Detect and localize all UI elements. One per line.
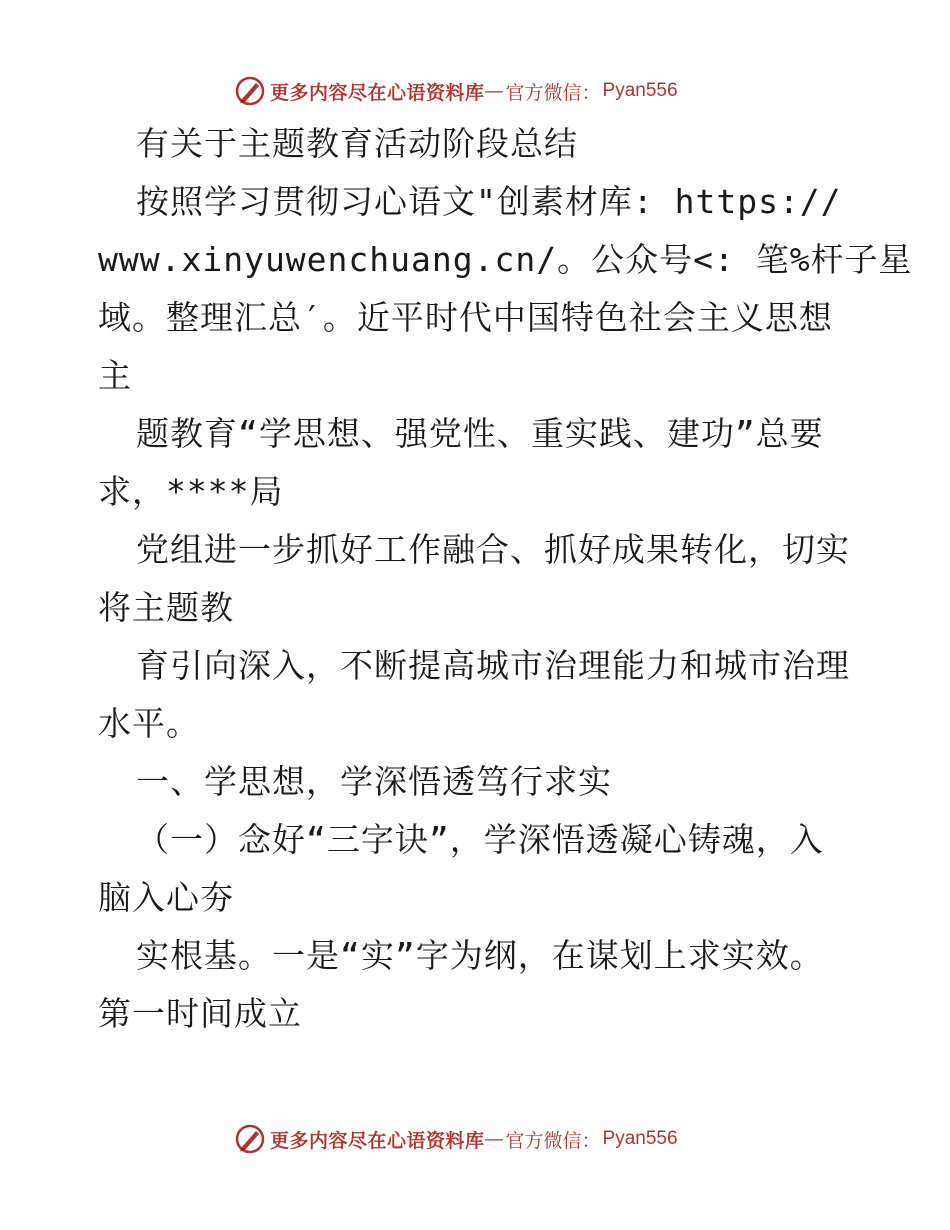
header-banner-separator: —: [484, 80, 504, 102]
paragraph-line: 按照学习贯彻习心语文"创素材库: https://: [136, 182, 842, 221]
document-title: 有关于主题教育活动阶段总结: [136, 124, 578, 163]
paragraph-line: 主: [98, 356, 132, 395]
header-banner-account: Pyan556: [602, 80, 678, 101]
paragraph-line: www.xinyuwenchuang.cn/。公众号<: 笔%杆子星: [98, 240, 913, 279]
pen-logo-icon: [234, 1123, 266, 1155]
paragraph-line: 水平。: [98, 704, 200, 743]
footer-banner-wechat-label: 官方微信：: [505, 1129, 601, 1152]
footer-banner-text: 更多内容尽在心语资料库: [270, 1129, 485, 1152]
paragraph-line: 将主题教: [98, 588, 234, 627]
section-heading: 一、学思想，学深悟透笃行求实: [136, 762, 612, 801]
paragraph-line: 第一时间成立: [98, 994, 302, 1033]
subsection-heading: （一）念好“三字诀”，学深悟透凝心铸魂，入: [136, 820, 824, 859]
paragraph-line: 题教育“学思想、强党性、重实践、建功”总要: [136, 414, 824, 453]
paragraph-line: 育引向深入，不断提高城市治理能力和城市治理: [136, 646, 850, 685]
paragraph-line: 域。整理汇总′。近平时代中国特色社会主义思想: [98, 298, 833, 337]
footer-banner-account: Pyan556: [602, 1128, 678, 1149]
paragraph-line: 党组进一步抓好工作融合、抓好成果转化，切实: [136, 530, 850, 569]
pen-logo-icon: [234, 75, 266, 107]
paragraph-line: 脑入心夯: [98, 878, 234, 917]
paragraph-line: 求，****局: [98, 472, 284, 511]
footer-watermark-banner: [234, 1122, 678, 1156]
header-watermark-banner: [234, 74, 678, 108]
footer-banner-separator: —: [484, 1128, 504, 1150]
header-banner-text: 更多内容尽在心语资料库: [270, 81, 485, 104]
paragraph-line: 实根基。一是“实”字为纲，在谋划上求实效。: [136, 936, 824, 975]
header-banner-wechat-label: 官方微信：: [505, 81, 601, 104]
